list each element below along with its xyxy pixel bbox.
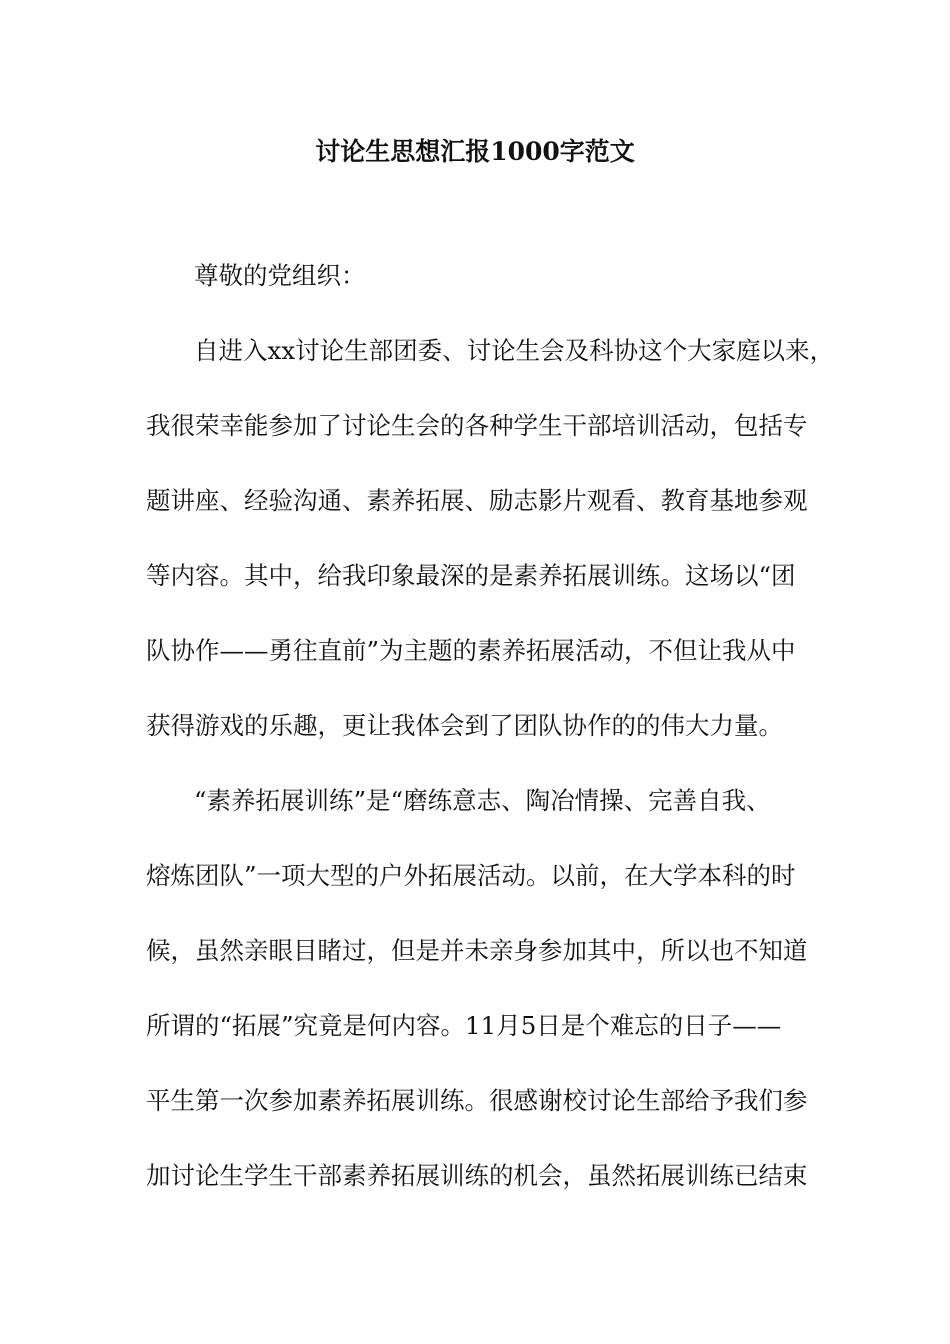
paragraph-line: 题讲座、经验沟通、素养拓展、励志影片观看、教育基地参观 [146,486,808,515]
salutation: 尊敬的党组织： [194,261,366,290]
paragraph-line: 加讨论生学生干部素养拓展训练的机会，虽然拓展训练已结束 [146,1161,808,1190]
paragraph-line: 队协作——勇往直前”为主题的素养拓展活动，不但让我从中 [146,636,796,665]
paragraph-line: “素养拓展训练”是“磨练意志、陶冶情操、完善自我、 [194,786,771,815]
paragraph-line: 平生第一次参加素养拓展训练。很感谢校讨论生部给予我们参 [146,1086,808,1115]
paragraph-line: 我很荣幸能参加了讨论生会的各种学生干部培训活动，包括专 [146,411,808,440]
paragraph-line: 熔炼团队”一项大型的户外拓展活动。以前，在大学本科的时 [146,861,796,890]
paragraph-line: 自进入xx讨论生部团委、讨论生会及科协这个大家庭以来， [194,336,835,365]
paragraph-line: 等内容。其中，给我印象最深的是素养拓展训练。这场以“团 [146,561,796,590]
paragraph-line: 获得游戏的乐趣，更让我体会到了团队协作的的伟大力量。 [146,711,783,740]
paragraph-line: 候，虽然亲眼目睹过，但是并未亲身参加其中，所以也不知道 [146,936,808,965]
paragraph-line: 所谓的“拓展”究竟是何内容。11月5日是个难忘的日子—— [146,1011,782,1040]
document-title: 讨论生思想汇报1000字范文 [315,137,635,166]
